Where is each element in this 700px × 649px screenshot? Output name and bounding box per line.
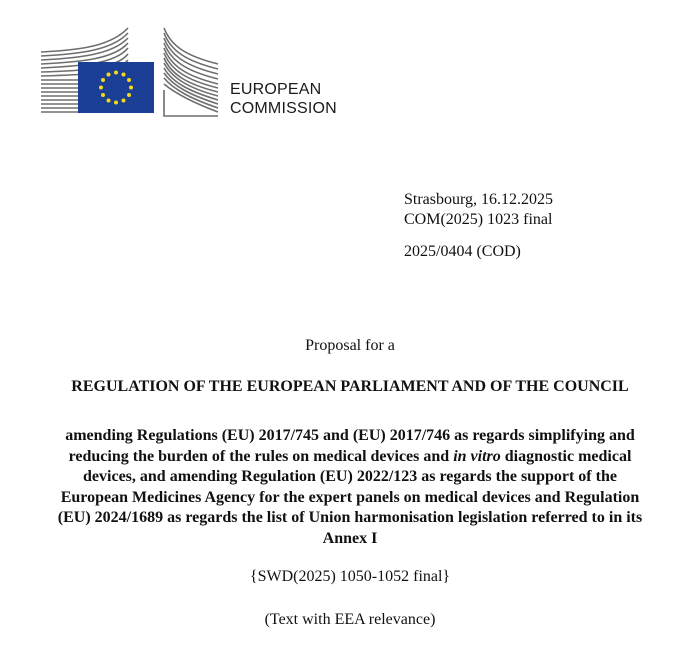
document-references	[404, 190, 553, 262]
right-building-lines-icon	[164, 28, 218, 116]
organization-name-line1: EUROPEAN	[230, 81, 322, 98]
logo-graphic	[36, 24, 226, 120]
organization-name-line2: COMMISSION	[230, 100, 337, 117]
proposal-label: Proposal for a	[305, 337, 395, 354]
eea-relevance-note: (Text with EEA relevance)	[264, 611, 436, 628]
eu-flag-icon	[78, 62, 154, 113]
com-number: COM(2025) 1023 final	[404, 211, 553, 228]
spacer	[404, 230, 553, 242]
place-date: Strasbourg, 16.12.2025	[404, 191, 554, 208]
subject-line-3: devices, and amending Regulation (EU) 2022/123 as regards the support of the	[83, 468, 617, 485]
european-commission-logo	[36, 24, 226, 120]
procedure-number: 2025/0404 (COD)	[404, 243, 521, 260]
regulation-subject	[20, 426, 680, 549]
swd-reference: {SWD(2025) 1050-1052 final}	[249, 568, 451, 585]
subject-line-1: amending Regulations (EU) 2017/745 and (EU) 2017/746 as regards simplifying and	[65, 427, 635, 444]
subject-line-2-before: reducing the burden of the rules on medical devices and	[68, 447, 454, 465]
regulation-title: REGULATION OF THE EUROPEAN PARLIAMENT AND OF THE COUNCIL	[71, 378, 629, 395]
subject-line-2	[20, 447, 680, 468]
subject-line-5: (EU) 2024/1689 as regards the list of Union harmonisation legislation referred to in its	[57, 509, 643, 526]
subject-line-2-after: diagnostic medical	[500, 447, 632, 465]
subject-line-6: Annex I	[322, 529, 378, 547]
subject-line-2-italic: in vitro	[453, 447, 501, 465]
subject-line-4: European Medicines Agency for the expert panels on medical devices and Regulation	[60, 488, 640, 506]
organization-name	[230, 80, 337, 118]
